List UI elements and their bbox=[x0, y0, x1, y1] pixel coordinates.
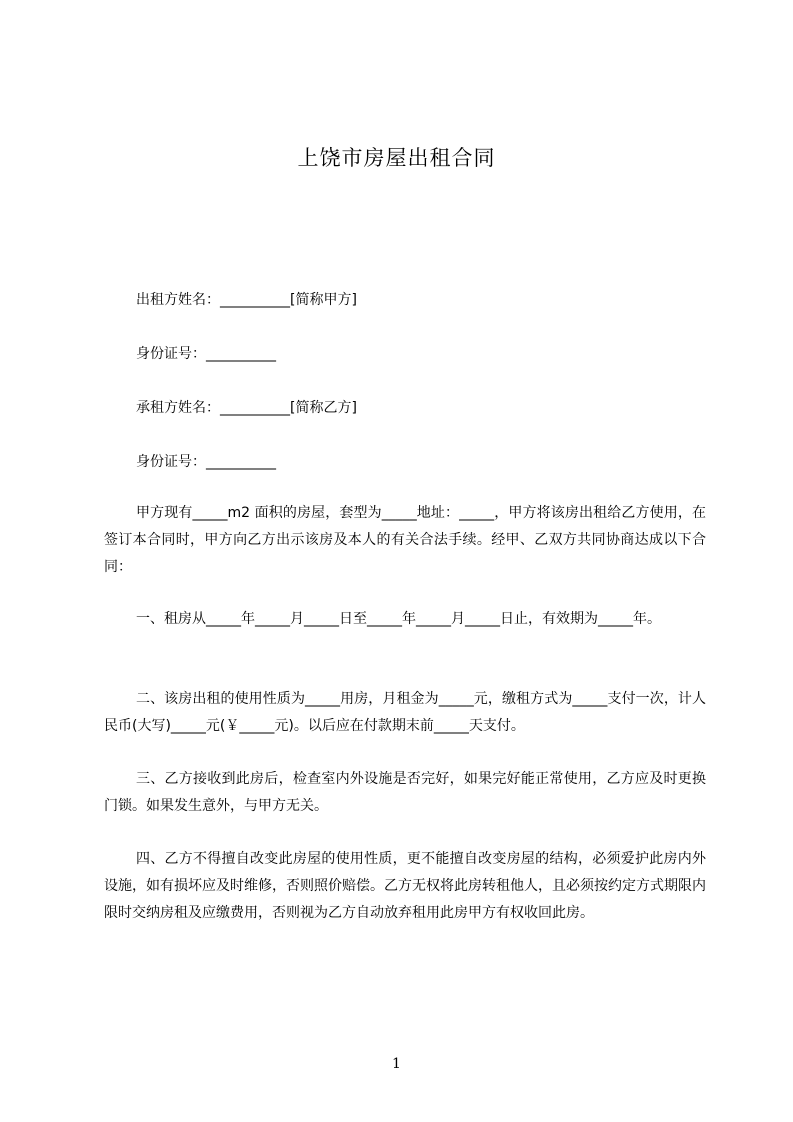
paragraph-clause-2: 二、该房出租的使用性质为_____用房，月租金为_____元，缴租方式为_____支付一次，计人民币(大写)_____元(￥_____元)。以后应在付款期末前_____天支付。 bbox=[104, 691, 706, 734]
paragraph-intro: 甲方现有_____m2 面积的房屋，套型为_____地址：_____，甲方将该房出租给乙方使用，在签订本合同时，甲方向乙方出示该房及本人的有关合法手续。经甲、乙双方共同协商达成以下合同： bbox=[104, 505, 706, 575]
page-number: 1 bbox=[392, 1056, 401, 1072]
lessor-name-field: 出租方姓名：__________[简称甲方] bbox=[136, 292, 357, 308]
lessor-id-field: 身份证号：__________ bbox=[136, 346, 276, 362]
lessee-id-field: 身份证号：__________ bbox=[136, 454, 276, 470]
document-title: 上饶市房屋出租合同 bbox=[297, 146, 496, 170]
paragraph-clause-4: 四、乙方不得擅自改变此房屋的使用性质，更不能擅自改变房屋的结构，必须爱护此房内外设施，如有损坏应及时维修，否则照价赔偿。乙方无权将此房转租他人，且必须按约定方式期限内限时交纳房租及应缴费用，否则视为乙方自动放弃租用此房甲方有权收回此房。 bbox=[104, 851, 706, 921]
paragraph-clause-1: 一、租房从_____年_____月_____日至_____年_____月_____日止，有效期为_____年。 bbox=[136, 611, 661, 627]
lessee-name-field: 承租方姓名：__________[简称乙方] bbox=[136, 400, 357, 416]
paragraph-clause-3: 三、乙方接收到此房后，检查室内外设施是否完好，如果完好能正常使用，乙方应及时更换门锁。如果发生意外，与甲方无关。 bbox=[104, 771, 706, 814]
